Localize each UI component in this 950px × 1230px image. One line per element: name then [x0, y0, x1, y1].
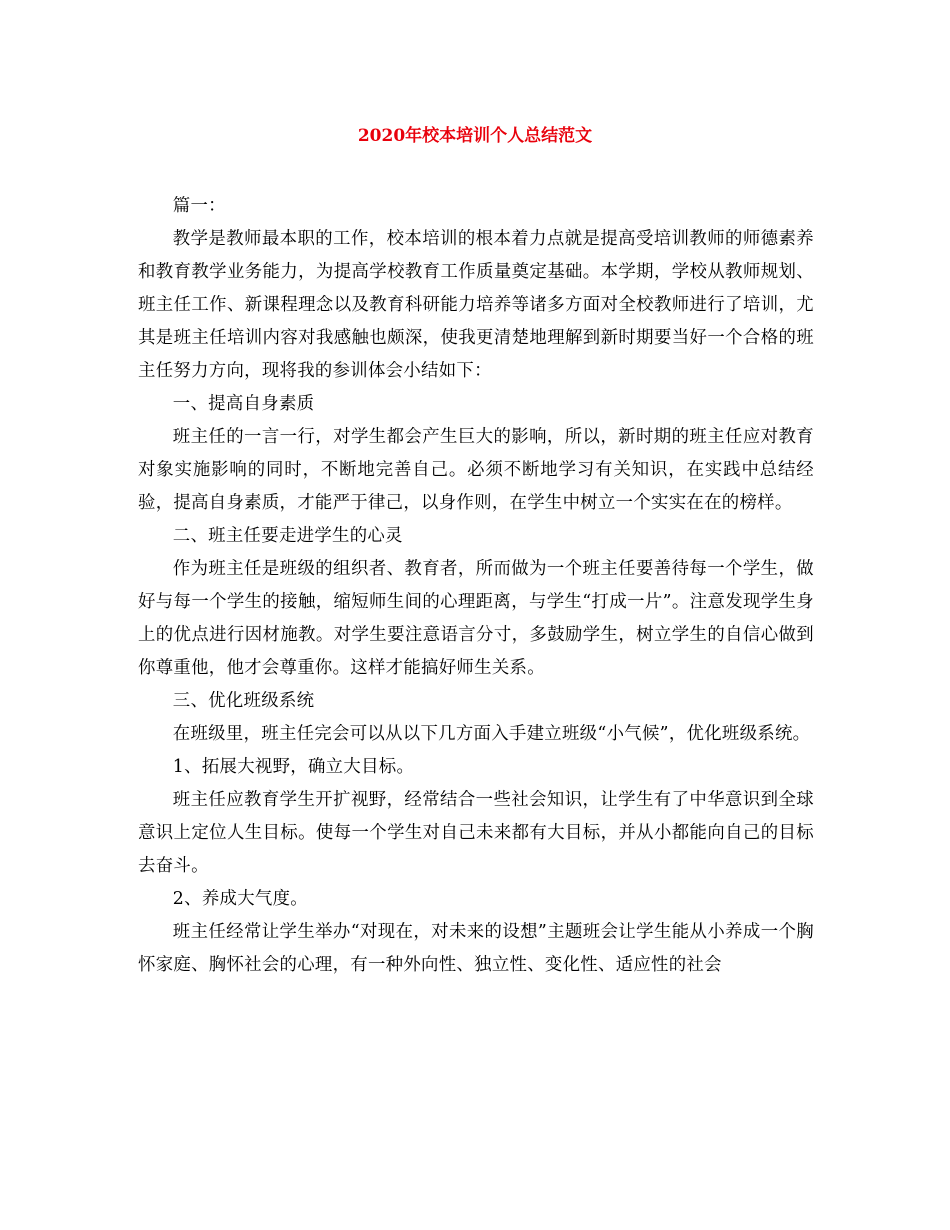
document-title: 2020年校本培训个人总结范文 [357, 126, 593, 146]
heading-section-2: 二、班主任要走进学生的心灵 [172, 526, 403, 546]
subheading-item-2: 2、养成大气度。 [172, 889, 308, 909]
heading-section-1: 一、提高自身素质 [172, 394, 315, 414]
paragraph-part-label: 篇一： [172, 196, 226, 216]
subheading-item-1: 1、拓展大视野，确立大目标。 [172, 757, 415, 777]
document-body [138, 190, 814, 982]
paragraph-item-2: 班主任经常让学生举办“对现在，对未来的设想”主题班会让学生能从小养成一个胸怀家庭、胸怀社会的心理，有一种外向性、独立性、变化性、适应性的社会 [138, 922, 814, 975]
paragraph-intro: 教学是教师最本职的工作，校本培训的根本着力点就是提高受培训教师的师德素养和教育教学业务能力，为提高学校教育工作质量奠定基础。本学期，学校从教师规划、班主任工作、新课程理念以及教育科研能力培养等诸多方面对全校教师进行了培训，尤其是班主任培训内容对我感触也颇深，使我更清楚地理解到新时期要当好一个合格的班主任努力方向，现将我的参训体会小结如下： [138, 229, 814, 381]
paragraph-section-1: 班主任的一言一行，对学生都会产生巨大的影响，所以，新时期的班主任应对教育对象实施影响的同时，不断地完善自己。必须不断地学习有关知识，在实践中总结经验，提高自身素质，才能严于律己，以身作则，在学生中树立一个实实在在的榜样。 [138, 427, 814, 513]
paragraph-section-3: 在班级里，班主任完会可以从以下几方面入手建立班级“小气候”，优化班级系统。 [172, 724, 811, 744]
paragraph-item-1: 班主任应教育学生开扩视野，经常结合一些社会知识，让学生有了中华意识到全球意识上定位人生目标。使每一个学生对自己未来都有大目标，并从小都能向自己的目标去奋斗。 [138, 790, 814, 876]
heading-section-3: 三、优化班级系统 [172, 691, 315, 711]
paragraph-section-2: 作为班主任是班级的组织者、教育者，所而做为一个班主任要善待每一个学生，做好与每一个学生的接触，缩短师生间的心理距离，与学生“打成一片”。注意发现学生身上的优点进行因材施教。对学生要注意语言分寸，多鼓励学生，树立学生的自信心做到你尊重他，他才会尊重你。这样才能搞好师生关系。 [138, 559, 814, 678]
